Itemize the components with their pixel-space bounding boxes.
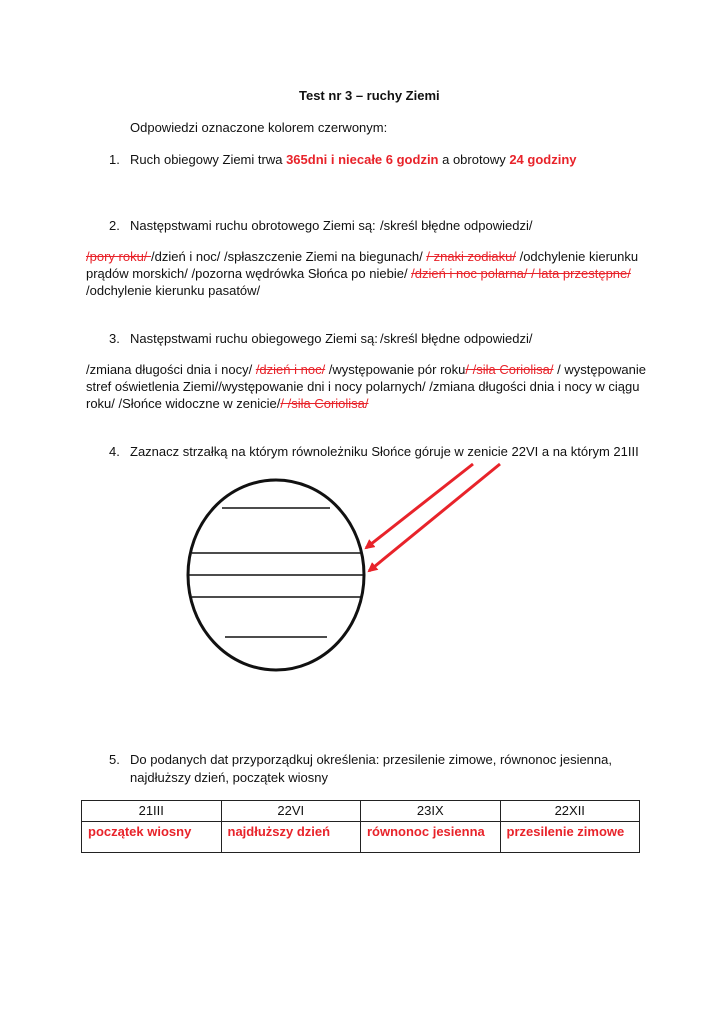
q2-instruction: /skreśl błędne odpowiedzi/: [380, 218, 533, 233]
q2-number: 2.: [109, 218, 120, 233]
answers-table: [81, 800, 640, 853]
table-cell-date: 22VI: [221, 801, 361, 822]
q3-text: Następstwami ruchu obiegowego Ziemi są:: [130, 331, 378, 346]
table-cell-date: 22XII: [500, 801, 640, 822]
q2-struck-option: / znaki zodiaku/: [426, 249, 516, 264]
q3-struck-option: /dzień i noc/: [255, 362, 326, 377]
q5-text-line2: najdłuższy dzień, początek wiosny: [130, 770, 328, 785]
table-row-dates: [82, 801, 640, 822]
q5-text-line1: Do podanych dat przyporządkuj określenia: przesilenie zimowe, równonoc jesienna,: [130, 752, 612, 767]
q3-number: 3.: [109, 331, 120, 346]
q2-option-text: /odchylenie kierunku: [515, 249, 639, 264]
q2-option-text: prądów morskich/ /pozorna wędrówka Słońca po niebie/: [86, 266, 412, 281]
q2-struck-option: /pory roku/: [86, 249, 152, 264]
q3-option-text: roku/ /Słońce widoczne w zenicie/: [86, 396, 281, 411]
q4-text: Zaznacz strzałką na którym równoleżniku Słońce góruje w zenicie 22VI a na którym 21III: [130, 444, 639, 459]
table-cell-date: 23IX: [361, 801, 501, 822]
q3-struck-option: / /siła Coriolisa/: [465, 362, 554, 377]
table-cell-answer: początek wiosny: [82, 822, 222, 853]
q2-option-text: /odchylenie kierunku pasatów/: [86, 283, 261, 298]
q3-struck-option: / /siła Coriolisa/: [280, 396, 369, 411]
q5-number: 5.: [109, 752, 120, 767]
table-cell-date: 21III: [82, 801, 222, 822]
q3-option-text: /zmiana długości dnia i nocy/: [86, 362, 256, 377]
q1-number: 1.: [109, 152, 120, 167]
q1-text-a: Ruch obiegowy Ziemi trwa: [130, 152, 287, 167]
q4-number: 4.: [109, 444, 120, 459]
table-cell-answer: przesilenie zimowe: [500, 822, 640, 853]
document-title: Test nr 3 – ruchy Ziemi: [299, 88, 440, 103]
table-cell-answer: najdłuższy dzień: [221, 822, 361, 853]
arrow-21iii: [369, 464, 500, 571]
q3-option-text: / występowanie: [553, 362, 647, 377]
q1-answer-a: 365dni i niecałe 6 godzin: [286, 152, 439, 167]
q2-text: Następstwami ruchu obrotowego Ziemi są:: [130, 218, 376, 233]
q1-answer-b: 24 godziny: [509, 152, 577, 167]
q3-instruction: /skreśl błędne odpowiedzi/: [380, 331, 533, 346]
q2-option-text: /dzień i noc/ /spłaszczenie Ziemi na biegunach/: [151, 249, 427, 264]
table-row-answers: [82, 822, 640, 853]
q1-text-b: a obrotowy: [438, 152, 510, 167]
q2-struck-option: /dzień i noc polarna/ / lata przestępne/: [411, 266, 631, 281]
table-cell-answer: równonoc jesienna: [361, 822, 501, 853]
arrow-22vi: [366, 464, 473, 548]
q3-option-text: stref oświetlenia Ziemi//występowanie dni i nocy polarnych/ /zmiana długości dnia i nocy w ciągu: [86, 379, 640, 394]
q3-option-text: /występowanie pór roku: [325, 362, 466, 377]
intro-text: Odpowiedzi oznaczone kolorem czerwonym:: [130, 120, 388, 135]
